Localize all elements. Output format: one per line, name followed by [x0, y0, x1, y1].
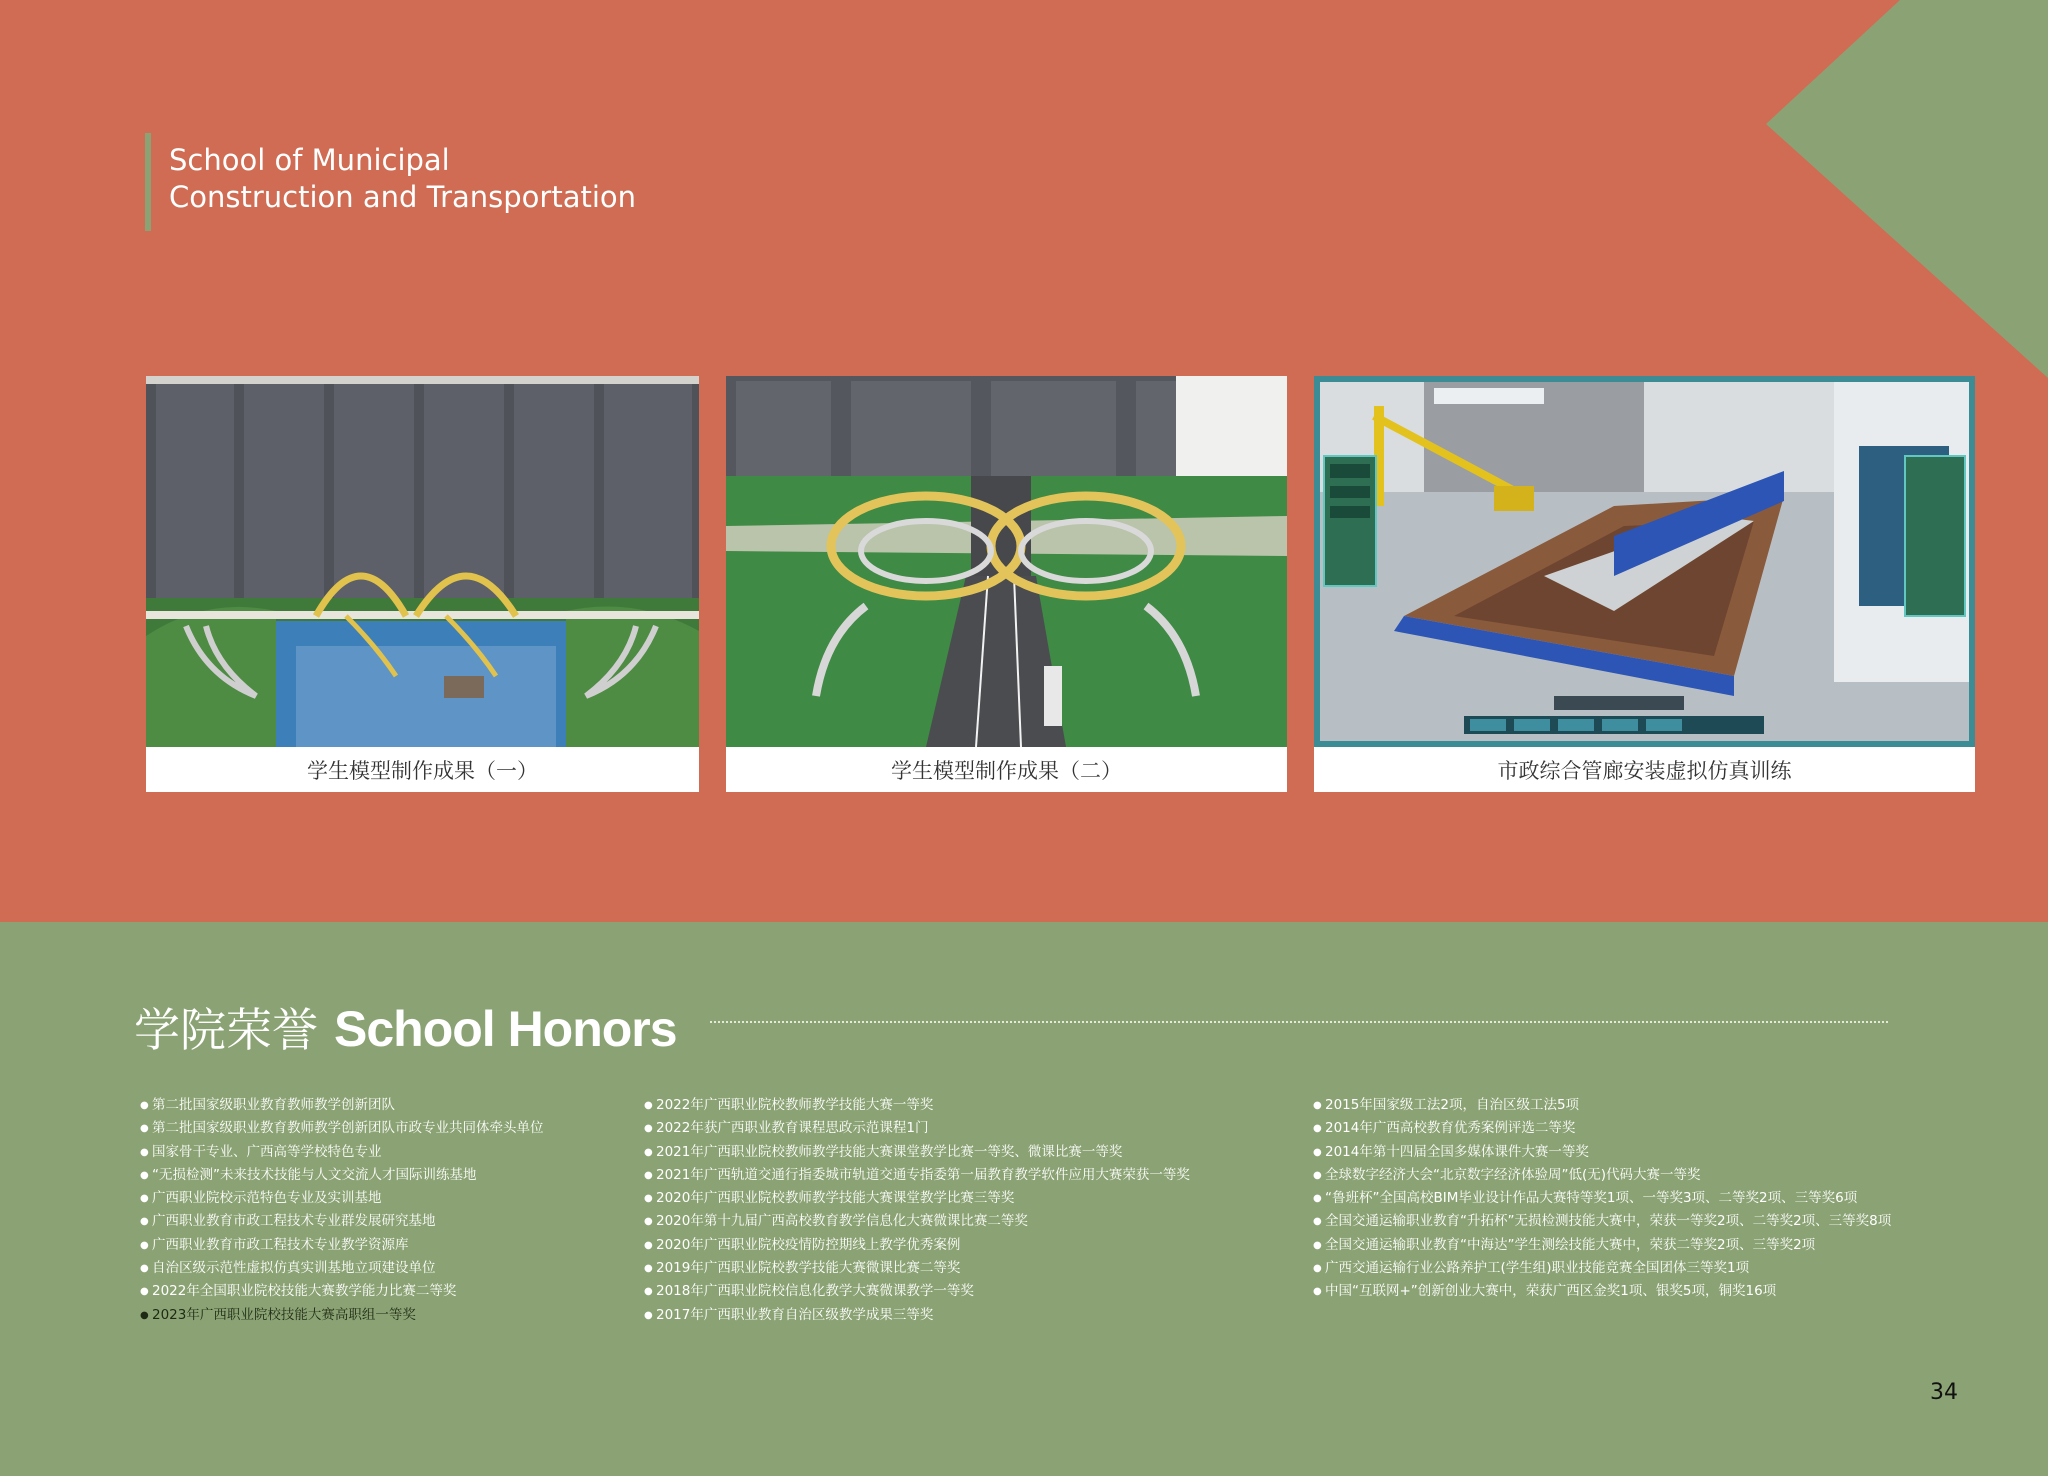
honor-item: ● 广西职业院校示范特色专业及实训基地	[140, 1187, 544, 1210]
bullet-icon: ●	[140, 1193, 149, 1205]
honors-column-3	[1313, 1094, 1891, 1304]
honor-item: ● 2020年第十九届广西高校教育教学信息化大赛微课比赛二等奖	[644, 1210, 1190, 1233]
photo-caption: 市政综合管廊安装虚拟仿真训练	[1497, 758, 1792, 783]
honors-column-2	[644, 1094, 1190, 1327]
honors-column-1	[140, 1094, 544, 1327]
honor-item: ● 2014年广西高校教育优秀案例评选二等奖	[1313, 1117, 1891, 1140]
bullet-icon: ●	[1313, 1169, 1322, 1181]
bullet-icon: ●	[140, 1123, 149, 1135]
honor-item: ● 2022年获广西职业教育课程思政示范课程1门	[644, 1117, 1190, 1140]
honor-item: ● 广西交通运输行业公路养护工(学生组)职业技能竞赛全国团体三等奖1项	[1313, 1257, 1891, 1280]
honor-item: ● “鲁班杯”全国高校BIM毕业设计作品大赛特等奖1项、一等奖3项、二等奖2项、三等奖6项	[1313, 1187, 1891, 1210]
interchange-model-photo	[726, 376, 1287, 747]
bullet-icon: ●	[140, 1263, 149, 1275]
photo-card-bridge-model	[146, 376, 699, 792]
honor-item: ● “无损检测”未来技术技能与人文交流人才国际训练基地	[140, 1164, 544, 1187]
bullet-icon: ●	[644, 1263, 653, 1275]
honor-item: ● 2014年第十四届全国多媒体课件大赛一等奖	[1313, 1141, 1891, 1164]
honor-item: ● 2020年广西职业院校疫情防控期线上教学优秀案例	[644, 1234, 1190, 1257]
bullet-icon: ●	[140, 1239, 149, 1251]
honor-item: ● 全国交通运输职业教育“中海达”学生测绘技能大赛中，荣获二等奖2项、三等奖2项	[1313, 1234, 1891, 1257]
honor-item: ● 广西职业教育市政工程技术专业教学资源库	[140, 1234, 544, 1257]
bullet-icon: ●	[1313, 1123, 1322, 1135]
bullet-icon: ●	[140, 1286, 149, 1298]
bullet-icon: ●	[1313, 1146, 1322, 1158]
honor-item: ● 2017年广西职业教育自治区级教学成果三等奖	[644, 1304, 1190, 1327]
bullet-icon: ●	[1313, 1216, 1322, 1228]
bullet-icon: ●	[140, 1146, 149, 1158]
bullet-icon: ●	[140, 1100, 149, 1111]
honor-item: ● 第二批国家级职业教育教师教学创新团队市政专业共同体牵头单位	[140, 1117, 544, 1140]
bullet-icon: ●	[644, 1100, 653, 1111]
header-accent-bar	[145, 133, 151, 231]
honor-item: ● 2020年广西职业院校教师教学技能大赛课堂教学比赛三等奖	[644, 1187, 1190, 1210]
honor-item: ● 第二批国家级职业教育教师教学创新团队	[140, 1094, 544, 1117]
honors-title	[134, 994, 677, 1060]
bullet-icon: ●	[644, 1239, 653, 1251]
honor-item: ● 中国“互联网+”创新创业大赛中，荣获广西区金奖1项、银奖5项，铜奖16项	[1313, 1280, 1891, 1303]
honor-item: ● 2022年全国职业院校技能大赛教学能力比赛二等奖	[140, 1280, 544, 1303]
honor-item: ● 广西职业教育市政工程技术专业群发展研究基地	[140, 1210, 544, 1233]
page-number: 34	[1930, 1380, 1958, 1405]
header-line-2: Construction and Transportation	[169, 180, 637, 214]
bullet-icon: ●	[644, 1146, 653, 1158]
honor-item: ● 2018年广西职业院校信息化教学大赛微课教学一等奖	[644, 1280, 1190, 1303]
honor-item: ● 2015年国家级工法2项，自治区级工法5项	[1313, 1094, 1891, 1117]
honors-title-en: School Honors	[334, 1001, 677, 1057]
bridge-model-photo	[146, 376, 699, 747]
honor-item: ● 2022年广西职业院校教师教学技能大赛一等奖	[644, 1094, 1190, 1117]
bullet-icon: ●	[1313, 1193, 1322, 1205]
bullet-icon: ●	[140, 1169, 149, 1181]
honor-item: ● 自治区级示范性虚拟仿真实训基地立项建设单位	[140, 1257, 544, 1280]
photo-caption: 学生模型制作成果（二）	[891, 758, 1122, 783]
bullet-icon: ●	[644, 1216, 653, 1228]
honor-item: ● 全球数字经济大会“北京数字经济体验周”低(无)代码大赛一等奖	[1313, 1164, 1891, 1187]
photo-card-interchange-model	[726, 376, 1287, 792]
honor-item: ● 2023年广西职业院校技能大赛高职组一等奖	[140, 1304, 544, 1327]
header-line-1: School of Municipal	[169, 143, 450, 177]
bullet-icon: ●	[1313, 1263, 1322, 1275]
bullet-icon: ●	[1313, 1100, 1322, 1111]
honor-item: ● 2021年广西职业院校教师教学技能大赛课堂教学比赛一等奖、微课比赛一等奖	[644, 1141, 1190, 1164]
honor-item: ● 2021年广西轨道交通行指委城市轨道交通专指委第一届教育教学软件应用大赛荣获一等奖	[644, 1164, 1190, 1187]
bullet-icon: ●	[644, 1193, 653, 1205]
honor-item: ● 国家骨干专业、广西高等学校特色专业	[140, 1141, 544, 1164]
bullet-icon: ●	[644, 1286, 653, 1298]
bullet-icon: ●	[644, 1169, 653, 1181]
bullet-icon: ●	[1313, 1239, 1322, 1251]
bullet-icon: ●	[644, 1309, 653, 1321]
honors-title-zh: 学院荣誉	[134, 1003, 318, 1057]
bullet-icon: ●	[140, 1216, 149, 1228]
photo-card-virtual-simulation	[1314, 376, 1975, 792]
bullet-icon: ●	[140, 1309, 149, 1321]
honor-item: ● 全国交通运输职业教育“升拓杯”无损检测技能大赛中，荣获一等奖2项、二等奖2项、三等奖8项	[1313, 1210, 1891, 1233]
dotted-divider	[710, 1021, 1888, 1023]
photo-caption: 学生模型制作成果（一）	[307, 758, 538, 783]
honor-item: ● 2019年广西职业院校教学技能大赛微课比赛二等奖	[644, 1257, 1190, 1280]
honors-section	[0, 922, 2048, 1476]
virtual-simulation-screenshot	[1314, 376, 1975, 747]
bullet-icon: ●	[644, 1123, 653, 1135]
section-header	[169, 142, 636, 216]
bullet-icon: ●	[1313, 1286, 1322, 1298]
